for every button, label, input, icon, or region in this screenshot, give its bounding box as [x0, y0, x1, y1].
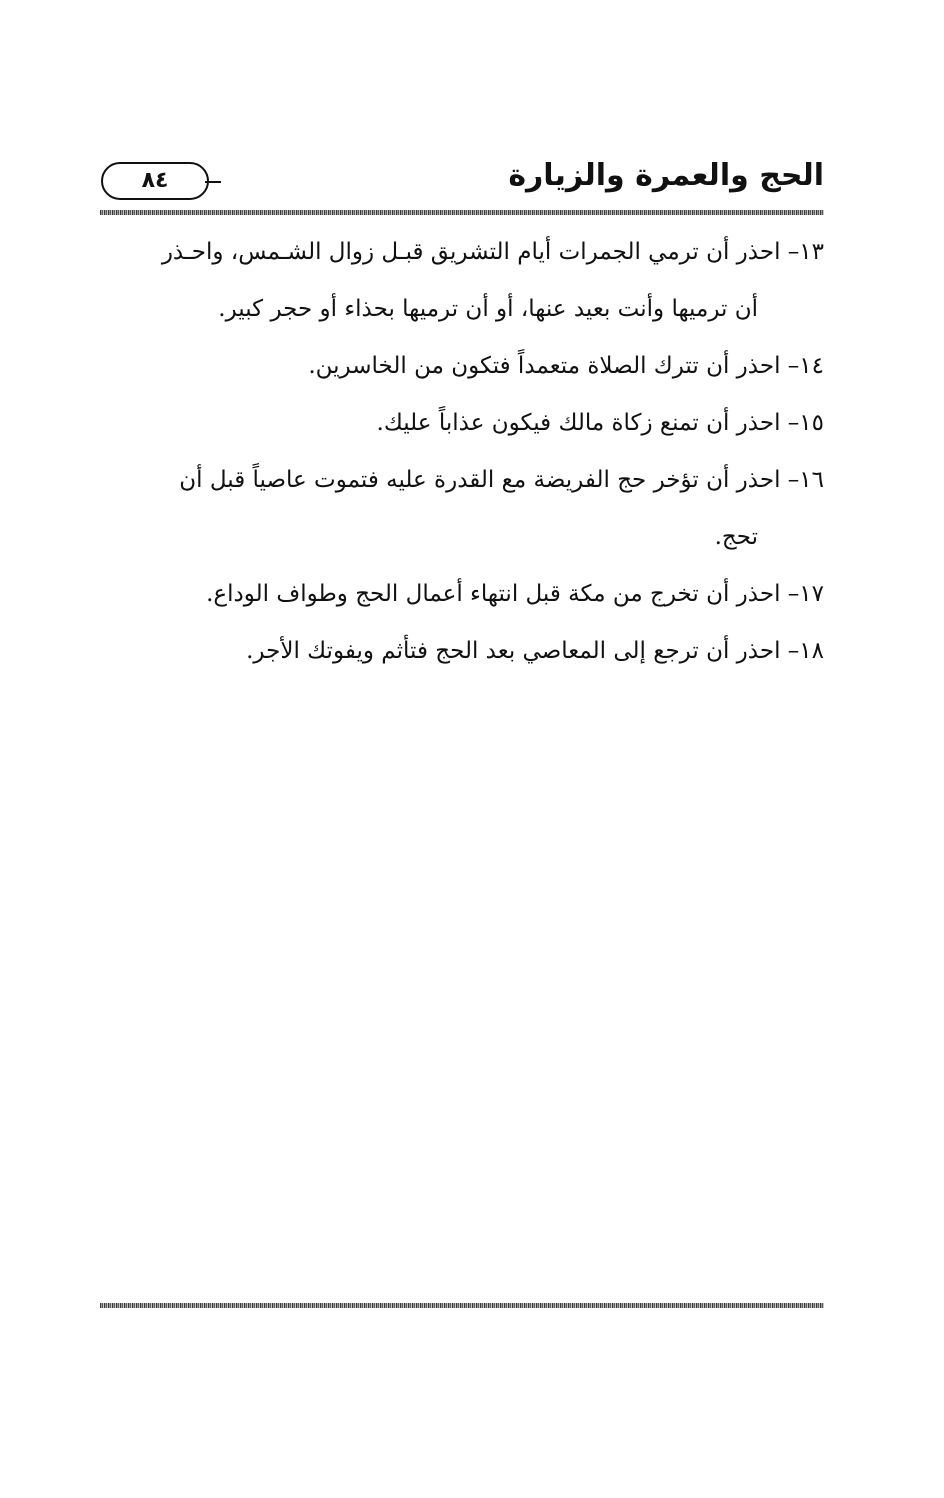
page-number: ٨٤ [141, 168, 169, 193]
item-number: ١٣– [780, 239, 824, 265]
list-item [96, 224, 824, 281]
item-number: ١٨– [780, 638, 824, 664]
item-number: ١٦– [780, 467, 824, 493]
page-header [96, 150, 824, 212]
header-rule [100, 210, 824, 215]
item-text: احذر أن تؤخر حج الفريضة مع القدرة عليه فتموت عاصياً قبل أن [179, 467, 781, 493]
list-item-continuation: أن ترميها وأنت بعيد عنها، أو أن ترميها بحذاء أو حجر كبير. [218, 296, 758, 322]
footer-rule [100, 1303, 824, 1308]
list-item [96, 338, 824, 395]
item-text: احذر أن تمنع زكاة مالك فيكون عذاباً عليك. [376, 410, 781, 436]
page-content [96, 224, 824, 680]
list-item-continuation: تحج. [714, 524, 758, 550]
list-item [96, 452, 824, 509]
item-text: احذر أن تترك الصلاة متعمداً فتكون من الخاسرين. [308, 353, 781, 379]
item-text: احذر أن ترمي الجمرات أيام التشريق قبـل زوال الشـمس، واحـذر [161, 239, 781, 265]
list-item [96, 623, 824, 680]
item-text: احذر أن تخرج من مكة قبل انتهاء أعمال الحج وطواف الوداع. [206, 581, 781, 607]
item-number: ١٥– [780, 410, 824, 436]
item-text: احذر أن ترجع إلى المعاصي بعد الحج فتأثم ويفوتك الأجر. [246, 638, 781, 664]
item-number: ١٧– [780, 581, 824, 607]
list-item [96, 395, 824, 452]
page-number-badge [101, 162, 209, 200]
book-title: الحج والعمرة والزيارة [508, 158, 824, 193]
item-number: ١٤– [780, 353, 824, 379]
list-item [96, 566, 824, 623]
